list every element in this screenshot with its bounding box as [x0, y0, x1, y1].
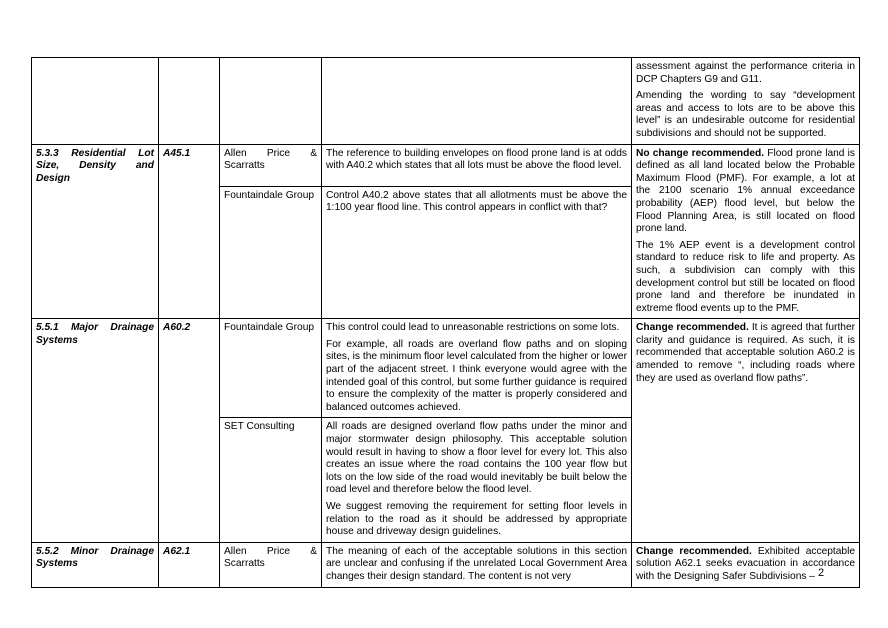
submitter-cell: Fountaindale Group [220, 186, 322, 319]
submissions-table [31, 57, 860, 588]
submitter-cell: Fountaindale Group [220, 319, 322, 418]
table-row [32, 144, 860, 186]
table-row [32, 542, 860, 587]
comment-paragraph: The reference to building envelopes on flood prone land is at odds with A40.2 which states that all lots must be above the flood level. [326, 147, 627, 172]
ref-cell [159, 58, 220, 145]
section-cell: 5.3.3 Residential Lot Size, Density and Design [32, 144, 159, 319]
section-cell: 5.5.2 Minor Drainage Systems [32, 542, 159, 587]
comment-paragraph: The meaning of each of the acceptable solutions in this section are unclear and confusing if the unrelated Local Government Area changes their design standard. The content is not very [326, 545, 627, 582]
ref-cell: A45.1 [159, 144, 220, 319]
comment-cell [322, 144, 632, 186]
submitter-cell: SET Consulting [220, 418, 322, 542]
comment-paragraph: We suggest removing the requirement for setting floor levels in relation to the road as it should be addressed by appropriate house and driveway design guidelines. [326, 501, 627, 538]
submitter-cell [220, 58, 322, 145]
ref-cell: A62.1 [159, 542, 220, 587]
table-row [32, 319, 860, 418]
response-cell [632, 58, 860, 145]
submitter-cell: Allen Price & Scarratts [220, 144, 322, 186]
comment-cell [322, 186, 632, 319]
section-cell [32, 58, 159, 145]
response-cell [632, 542, 860, 587]
comment-cell [322, 319, 632, 418]
response-paragraph: The 1% AEP event is a development control standard to reduce risk to life and property. As such, a subdivision can comply with this development control but still be located on flood prone land and therefore be inundated in extreme flood events up to the PMF. [636, 239, 855, 314]
response-paragraph: assessment against the performance criteria in DCP Chapters G9 and G11. [636, 61, 855, 85]
section-cell: 5.5.1 Major Drainage Systems [32, 319, 159, 543]
comment-paragraph: Control A40.2 above states that all allotments must be above the 1:100 year flood line. This control appears in conflict with that? [326, 189, 627, 214]
response-paragraph: No change recommended. Flood prone land is defined as all land located below the Probable Maximum Flood (PMF). For example, a lot at the 2100 scenario 1% annual exceedance probability (AEP) flood level, but below the Flood Planning Area, is still located on flood prone land. [636, 147, 855, 235]
response-cell [632, 319, 860, 543]
comment-paragraph: This control could lead to unreasonable restrictions on some lots. [326, 322, 620, 334]
table-row [32, 58, 860, 145]
response-paragraph: Change recommended. It is agreed that further clarity and guidance is required. As such, it is recommended that acceptable solution A60.2 is amended to remove “, including roads where they are used as overland flow paths”. [636, 322, 856, 384]
comment-paragraph: For example, all roads are overland flow paths and on sloping sites, is the minimum floor level calculated from the higher or lower part of the adjacent street. I think everyone would agree with the intended goal of this control, but some further guidance is required to ensure the complexity of the matter is properly considered and balanced outcomes achieved. [326, 338, 627, 413]
response-cell [632, 144, 860, 319]
response-paragraph: Amending the wording to say “development areas and access to lots are to be above this level” is an undesirable outcome for residential subdivisions and should not be supported. [636, 90, 855, 139]
comment-paragraph: All roads are designed overland flow paths under the minor and major stormwater design philosophy. This acceptable solution would result in having to show a floor level for every lot. This also creates an issue where the road contains the 100 year flow but lots on the low side of the road would inevitably be built below the road level and therefore below the flood level. [326, 421, 627, 496]
response-paragraph: Change recommended. Exhibited acceptable solution A62.1 seeks evacuation in accordance with the Designing Safer Subdivisions – [636, 545, 855, 582]
comment-cell [322, 418, 632, 542]
comment-cell [322, 58, 632, 145]
ref-cell: A60.2 [159, 319, 220, 543]
submitter-cell: Allen Price & Scarratts [220, 542, 322, 587]
page-number: 2 [818, 567, 825, 579]
comment-cell [322, 542, 632, 587]
